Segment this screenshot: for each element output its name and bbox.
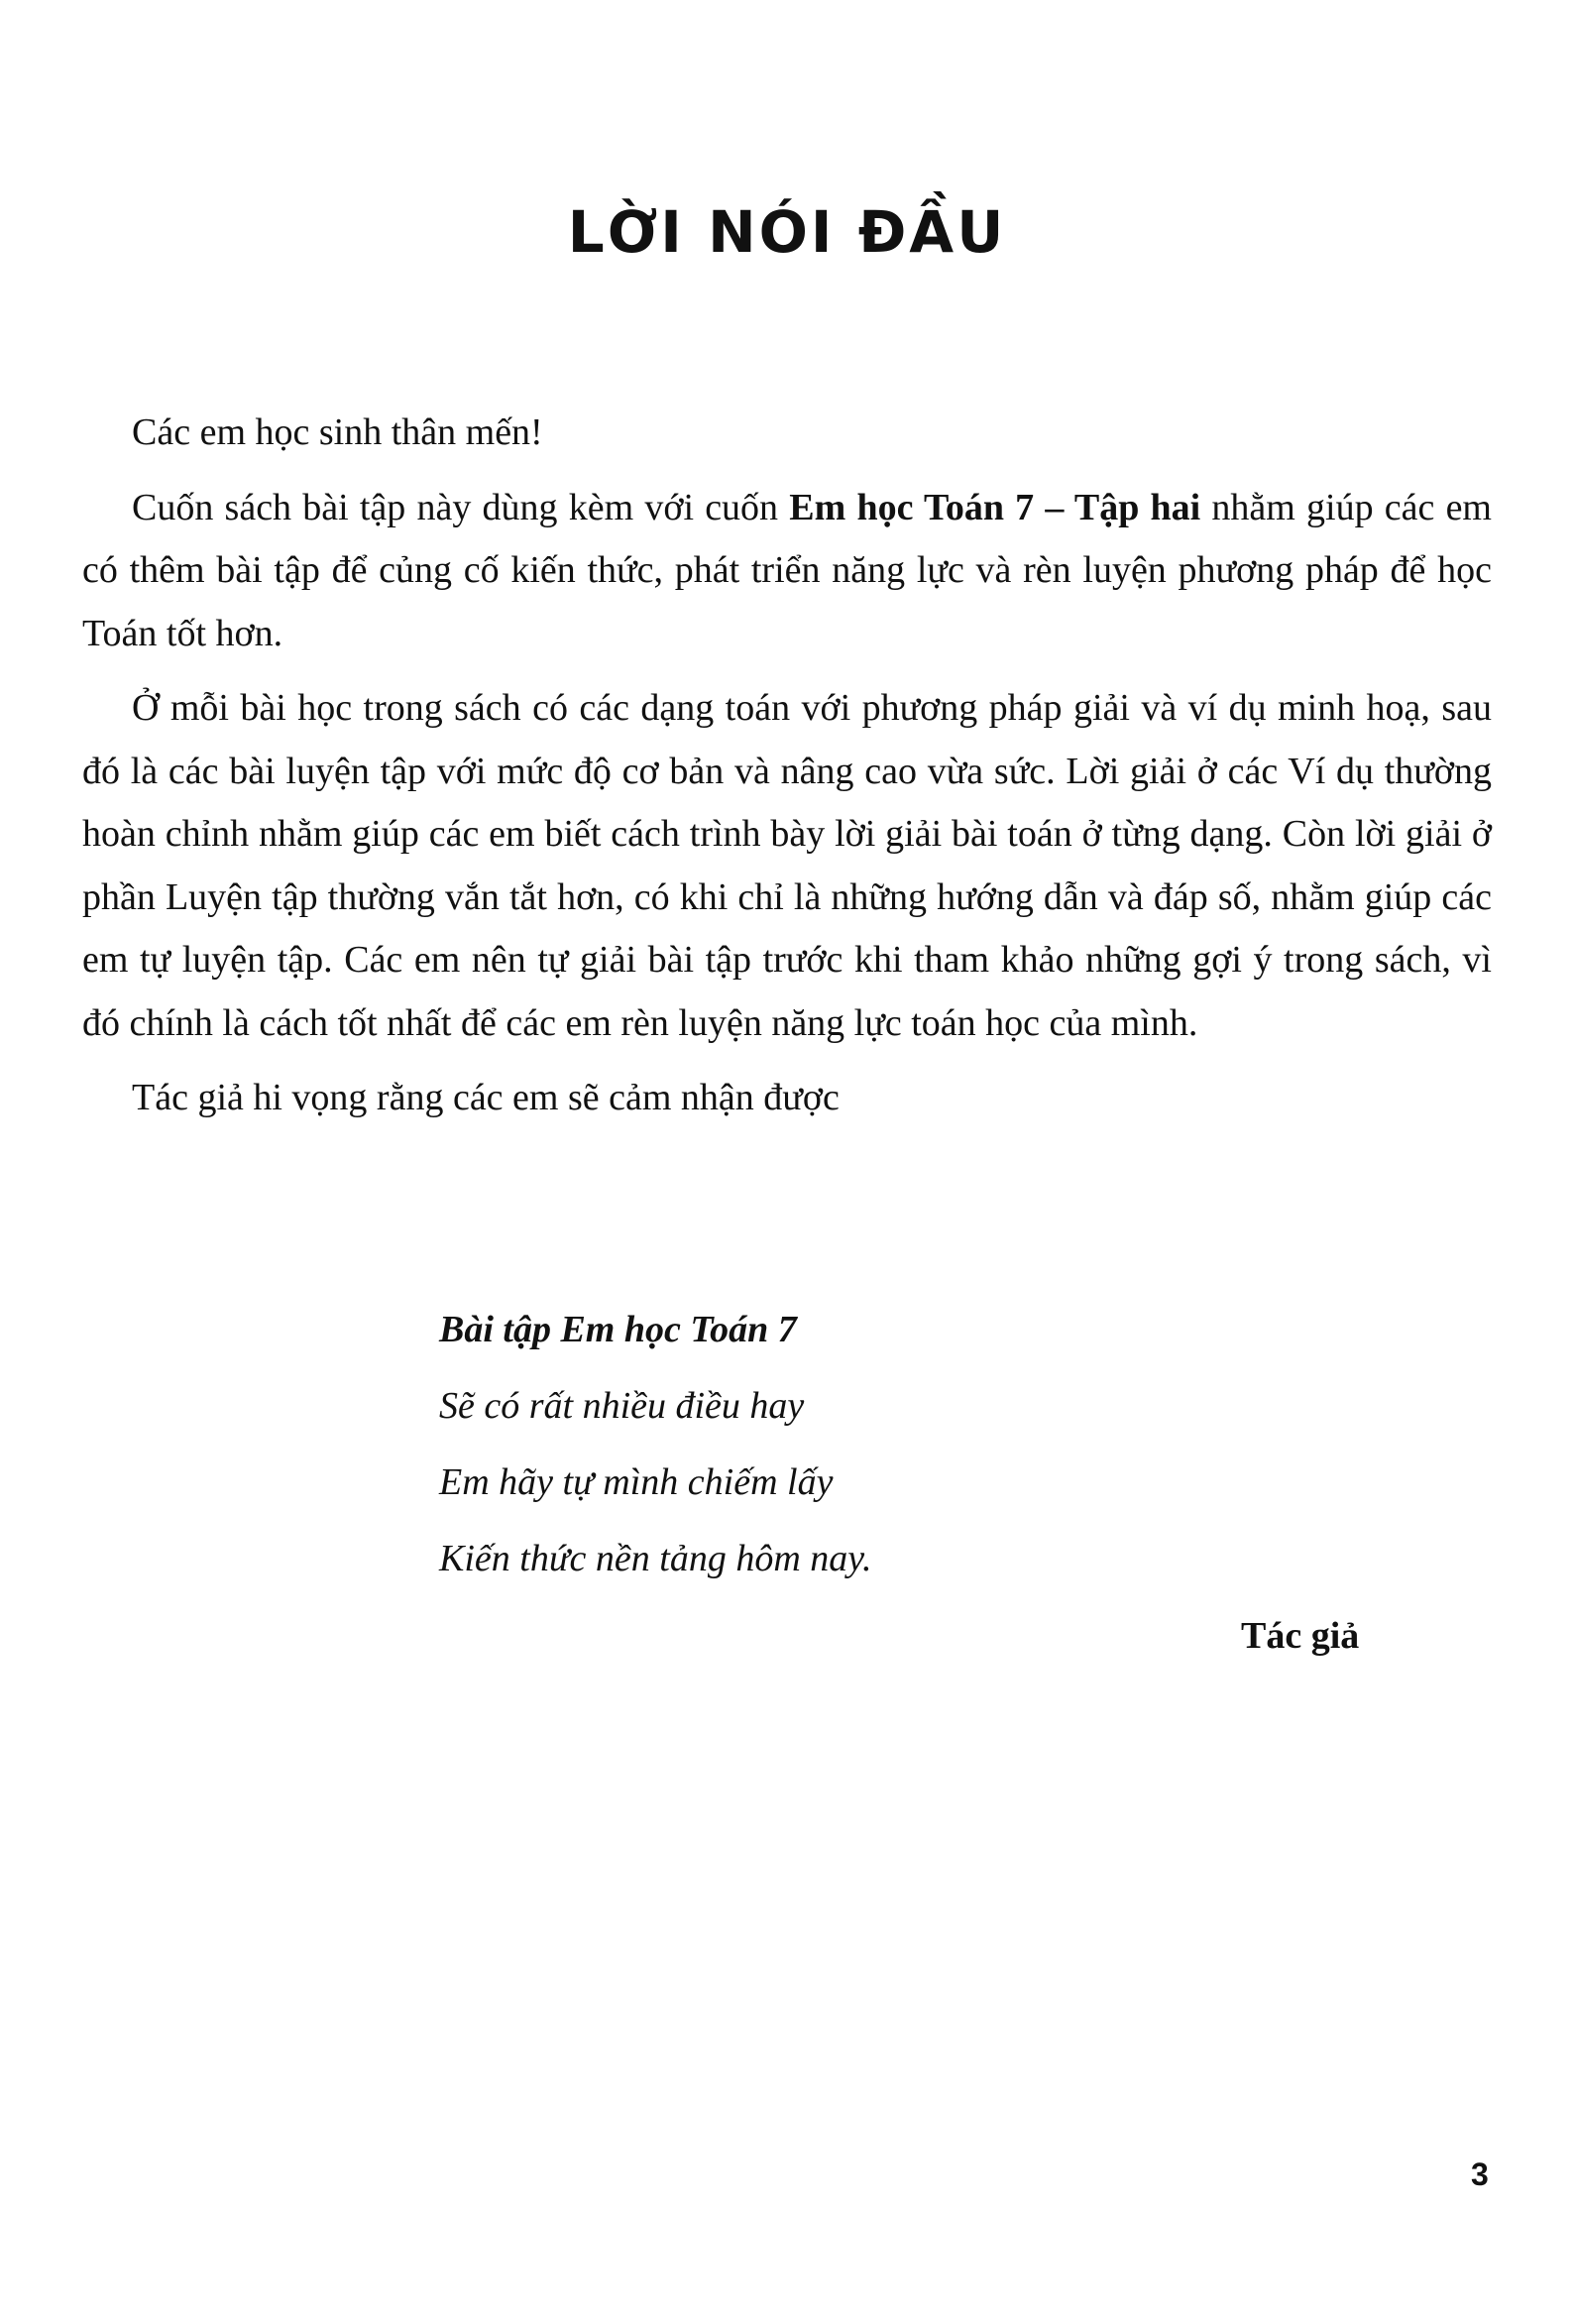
page-number: 3 bbox=[1471, 2156, 1489, 2192]
book-title: Em học Toán 7 – Tập hai bbox=[789, 486, 1201, 528]
paragraph-intro bbox=[82, 477, 1492, 666]
preface-body bbox=[82, 402, 1492, 1142]
poem-line: Sẽ có rất nhiều điều hay bbox=[439, 1385, 805, 1427]
author-signature: Tác giả bbox=[1241, 1615, 1360, 1657]
poem-line: Bài tập Em học Toán 7 bbox=[439, 1309, 797, 1350]
paragraph-intro-start: Cuốn sách bài tập này dùng kèm với cuốn bbox=[132, 486, 790, 528]
paragraph-intro-end: nhằm giúp các em có thêm bài tập để củng cố kiến thức, phát triển năng lực và rèn luyện phương pháp để học Toán tốt hơn. bbox=[82, 486, 1492, 654]
page-title: LỜI NÓI ĐẦU bbox=[567, 198, 1007, 266]
poem-line: Em hãy tự mình chiếm lấy bbox=[439, 1461, 834, 1503]
greeting: Các em học sinh thân mến! bbox=[132, 411, 543, 453]
paragraph-content: Ở mỗi bài học trong sách có các dạng toán với phương pháp giải và ví dụ minh hoạ, sau đó là các bài luyện tập với mức độ cơ bản và nâng cao vừa sức. Lời giải ở các Ví dụ thường hoàn chỉnh nhằm giúp các em biết cách trình bày lời giải bài toán ở từng dạng. Còn lời giải ở phần Luyện tập thường vắn tắt hơn, có khi chỉ là những hướng dẫn và đáp số, nhằm giúp các em tự luyện tập. Các em nên tự giải bài tập trước khi tham khảo những gợi ý trong sách, vì đó chính là cách tốt nhất để các em rèn luyện năng lực toán học của mình. bbox=[82, 687, 1492, 1044]
paragraph-hope: Tác giả hi vọng rằng các em sẽ cảm nhận được bbox=[132, 1077, 840, 1118]
poem-line: Kiến thức nền tảng hôm nay. bbox=[439, 1538, 872, 1579]
poem bbox=[439, 1292, 872, 1597]
